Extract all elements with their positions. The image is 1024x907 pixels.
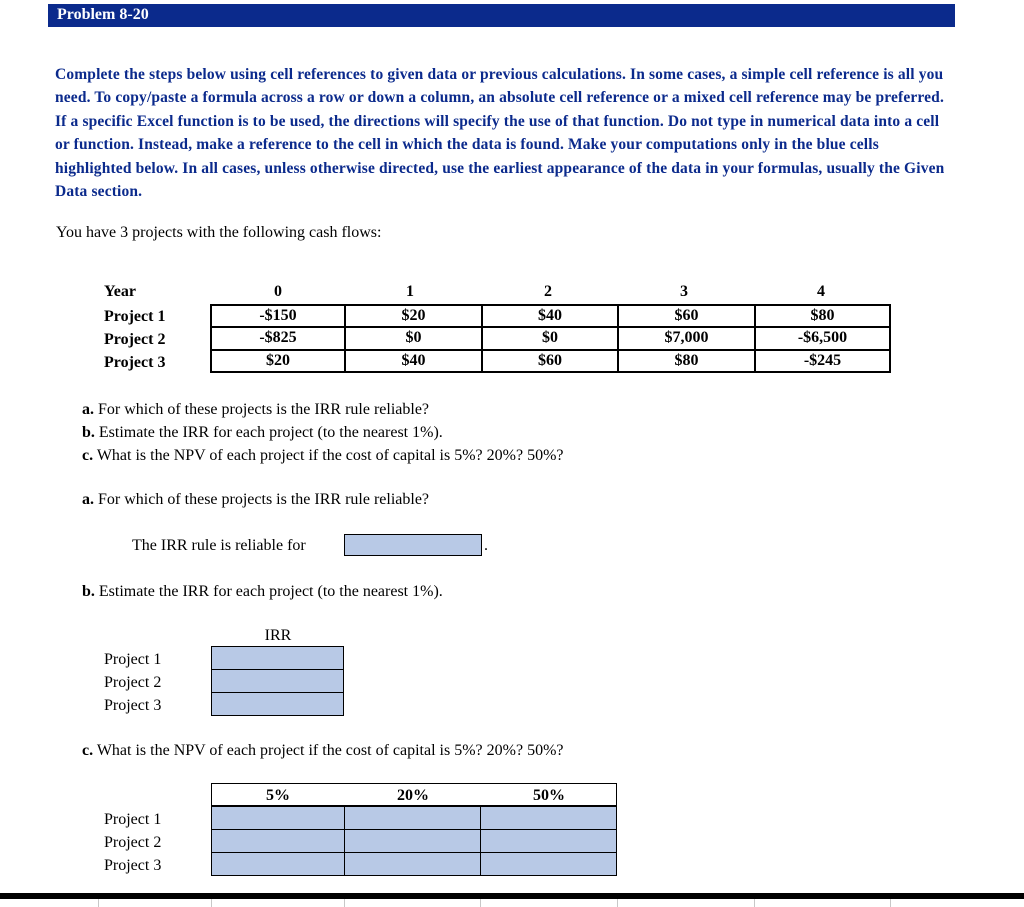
npv-rate-header: 5% <box>266 787 290 804</box>
year-header: 1 <box>406 283 414 300</box>
question-letter: c. <box>82 447 94 464</box>
irr-input-project-3[interactable] <box>211 692 344 716</box>
npv-input-p3-50pct[interactable] <box>480 852 617 876</box>
question-letter: a. <box>82 401 94 418</box>
sheet-bottom-border <box>0 893 1024 899</box>
cashflow-cell: $40 <box>482 305 618 327</box>
npv-input-p1-20pct[interactable] <box>344 806 481 830</box>
npv-rate-header: 50% <box>533 787 565 804</box>
npv-row-label: Project 2 <box>104 834 162 851</box>
question-letter: b. <box>82 424 95 441</box>
question-text: For which of these projects is the IRR rule reliable? <box>98 491 430 508</box>
cashflow-cell: -$245 <box>755 350 890 372</box>
question-c <box>82 447 564 465</box>
year-header: 2 <box>544 283 552 300</box>
year-header: 4 <box>817 283 825 300</box>
part-a-label: The IRR rule is reliable for <box>132 537 306 554</box>
cashflow-cell: -$6,500 <box>755 327 890 350</box>
gridline <box>211 899 212 907</box>
project-label: Project 3 <box>104 354 166 371</box>
project-label: Project 2 <box>104 331 166 348</box>
cashflow-cell: $20 <box>345 305 482 327</box>
title-bar <box>48 4 955 27</box>
part-a-heading <box>82 491 429 509</box>
cashflow-cell: $80 <box>755 305 890 327</box>
question-letter: c. <box>82 742 94 759</box>
question-text: Estimate the IRR for each project (to the nearest 1%). <box>98 583 443 600</box>
cashflow-cell: $0 <box>345 327 482 350</box>
irr-row-label: Project 3 <box>104 697 162 714</box>
gridline <box>98 899 99 907</box>
question-text: Estimate the IRR for each project (to the nearest 1%). <box>98 424 443 441</box>
npv-input-p2-50pct[interactable] <box>480 829 617 853</box>
gridline <box>344 899 345 907</box>
cashflow-cell: $7,000 <box>618 327 755 350</box>
cashflow-cell: $60 <box>618 305 755 327</box>
cashflow-cell: -$825 <box>211 327 345 350</box>
cashflow-cell: $20 <box>211 350 345 372</box>
npv-input-p1-50pct[interactable] <box>480 806 617 830</box>
cashflow-cell: $80 <box>618 350 755 372</box>
question-text: What is the NPV of each project if the cost of capital is 5%? 20%? 50%? <box>96 447 564 464</box>
npv-row-label: Project 1 <box>104 811 162 828</box>
question-letter: b. <box>82 583 95 600</box>
npv-header-row <box>211 783 617 806</box>
year-header: 3 <box>680 283 688 300</box>
instructions-text: Complete the steps below using cell references to given data or previous calculations. In some cases, a simple cell reference is all you need. To copy/paste a formula across a row or down a column, an absolute cell reference or a mixed cell reference may be preferred. If a specific Excel function is to be used, the directions will specify the use of that function. Do not type in numerical data into a cell or function. Instead, make a reference to the cell in which the data is found. Make your computations only in the blue cells highlighted below. In all cases, unless otherwise directed, use the earliest appearance of the data in your formulas, usually the Given Data section. <box>55 66 945 201</box>
sheet-title: Problem 8-20 <box>57 6 149 23</box>
cashflow-cell: $40 <box>345 350 482 372</box>
intro-text: You have 3 projects with the following cash flows: <box>56 224 382 241</box>
part-c-heading <box>82 742 564 760</box>
irr-input-project-2[interactable] <box>211 669 344 693</box>
question-a <box>82 401 429 419</box>
part-a-suffix: . <box>484 537 488 554</box>
part-b-heading <box>82 583 443 601</box>
npv-input-p1-5pct[interactable] <box>211 806 345 830</box>
question-text: What is the NPV of each project if the cost of capital is 5%? 20%? 50%? <box>96 742 564 759</box>
cashflow-cell: $60 <box>482 350 618 372</box>
year-header: 0 <box>274 283 282 300</box>
npv-rate-header: 20% <box>397 787 429 804</box>
gridline <box>617 899 618 907</box>
cashflow-table <box>210 304 891 373</box>
year-label: Year <box>104 283 136 300</box>
irr-input-project-1[interactable] <box>211 646 344 670</box>
gridline <box>890 899 891 907</box>
question-b <box>82 424 443 442</box>
project-label: Project 1 <box>104 308 166 325</box>
irr-row-label: Project 2 <box>104 674 162 691</box>
irr-reliable-input[interactable] <box>344 534 482 556</box>
npv-input-p2-5pct[interactable] <box>211 829 345 853</box>
npv-input-p2-20pct[interactable] <box>344 829 481 853</box>
irr-header: IRR <box>264 627 292 644</box>
cashflow-cell: $0 <box>482 327 618 350</box>
gridline <box>754 899 755 907</box>
npv-input-p3-20pct[interactable] <box>344 852 481 876</box>
question-letter: a. <box>82 491 94 508</box>
cashflow-cell: -$150 <box>211 305 345 327</box>
npv-input-p3-5pct[interactable] <box>211 852 345 876</box>
gridline <box>480 899 481 907</box>
irr-row-label: Project 1 <box>104 651 162 668</box>
question-text: For which of these projects is the IRR rule reliable? <box>98 401 430 418</box>
npv-row-label: Project 3 <box>104 857 162 874</box>
